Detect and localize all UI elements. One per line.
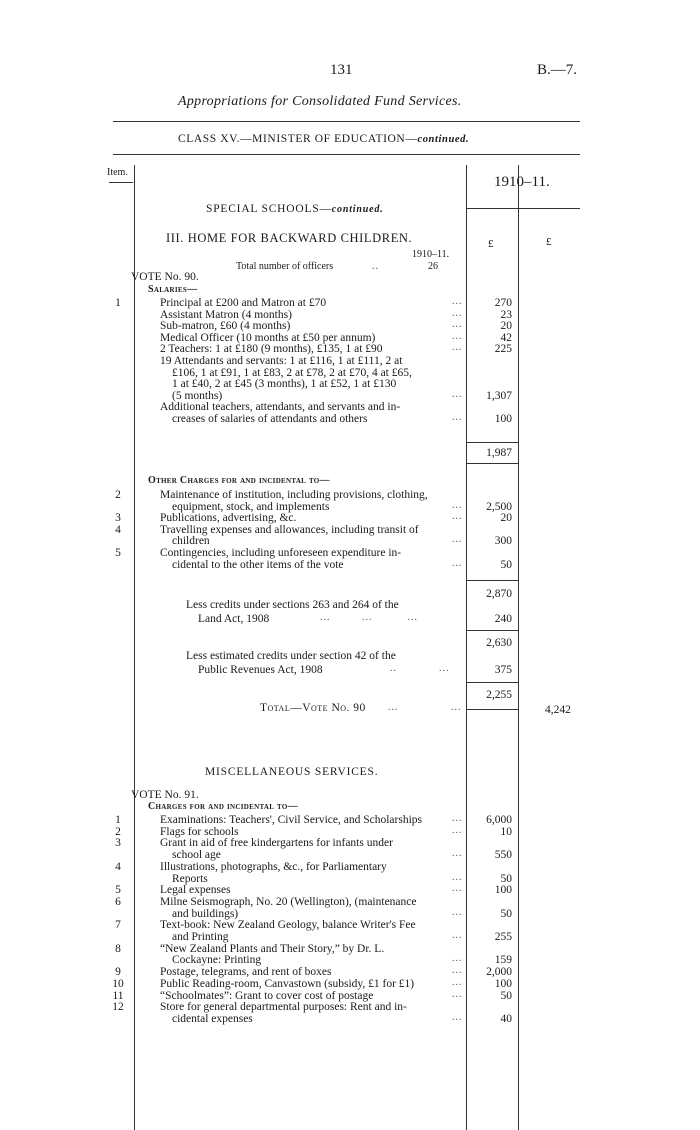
other-charge-line: children (172, 535, 210, 548)
vote-90-total-label: Total—Vote No. 90 (260, 702, 366, 714)
subtotal-1-rule (466, 630, 518, 631)
other-charge-line: cidental to the other items of the vote (172, 558, 344, 571)
dot-leader: ... (452, 557, 463, 569)
subtotal-after-estimated-credits: 2,255 (486, 689, 512, 701)
salary-amount: 23 (500, 308, 512, 321)
salary-line: 1 at £40, 2 at £45 (3 months), 1 at £52, 1 at £130 (172, 378, 397, 391)
misc-amount: 50 (500, 907, 512, 920)
misc-line: Illustrations, photographs, &c., for Parliamentary (160, 860, 387, 873)
misc-item-number: 3 (115, 837, 121, 850)
salary-amount: 1,307 (486, 389, 512, 402)
special-schools-heading (206, 203, 383, 215)
salary-line: Principal at £200 and Matron at £70 (160, 297, 327, 309)
misc-line: Text-book: New Zealand Geology, balance Writer's Fee (160, 919, 416, 932)
misc-line: Grant in aid of free kindergartens for infants under (160, 837, 393, 850)
special-schools-heading-main: SPECIAL SCHOOLS— (206, 203, 332, 215)
salaries-heading: Salaries— (148, 284, 198, 295)
less-credits-land-act (186, 598, 399, 612)
dot-leader: ... (452, 813, 463, 824)
dot-leader: ... (452, 307, 463, 319)
misc-amount: 100 (494, 884, 512, 897)
other-charges-total: 2,870 (486, 588, 512, 600)
misc-line: and Printing (172, 931, 229, 943)
salary-line: Assistant Matron (4 months) (160, 308, 292, 321)
salary-line: Sub-matron, £60 (4 months) (160, 320, 291, 333)
dot-leader: ... (452, 930, 463, 941)
salary-line: 19 Attendants and servants: 1 at £116, 1 at £111, 2 at (160, 355, 403, 367)
dot-leader: ... ... (388, 702, 462, 713)
less-estimated-credits-value: 375 (494, 664, 512, 676)
dot-leader: ... (452, 953, 463, 965)
dot-leader: ... (452, 342, 463, 354)
misc-item-number: 5 (115, 884, 121, 897)
institution-heading: III. HOME FOR BACKWARD CHILDREN. (166, 231, 413, 245)
document-reference: B.—7. (537, 62, 578, 78)
misc-line: and buildings) (172, 907, 239, 920)
salary-amount: 42 (500, 331, 512, 344)
dot-leader: ... (452, 534, 463, 546)
misc-amount: 10 (500, 825, 512, 838)
salary-line: 2 Teachers: 1 at £180 (9 months), £135, 1 at £90 (160, 343, 383, 356)
vote-90-heading: VOTE No. 90. (131, 271, 199, 283)
dot-leader: .. ... (390, 663, 450, 674)
pound-sign-b: £ (546, 236, 552, 248)
misc-item-number: 12 (112, 1001, 124, 1014)
dot-leader: ... (452, 511, 463, 523)
salary-line: Additional teachers, attendants, and servants and in- (160, 401, 401, 414)
dot-leader: ... (452, 499, 463, 511)
salary-amount: 225 (494, 343, 512, 356)
less-credits-land-act-cont (198, 612, 269, 626)
other-charge-line: equipment, stock, and implements (172, 500, 330, 513)
dot-leader: ... (452, 319, 463, 331)
dot-leader: ... (452, 965, 463, 977)
dot-leader: ... ... ... (320, 612, 418, 623)
less-estimated-credits (186, 649, 396, 663)
other-charge-amount: 20 (500, 512, 512, 525)
other-charge-line: Travelling expenses and allowances, including transit of (160, 523, 419, 536)
officers-year: 1910–11. (412, 249, 450, 260)
class-heading-main: CLASS XV.—MINISTER OF EDUCATION— (178, 133, 418, 145)
dot-leader: ... (452, 388, 463, 400)
dot-leader: ... (452, 824, 463, 836)
amount-column-rule (518, 165, 519, 1130)
subtotal-2-rule (466, 682, 518, 683)
salary-line: (5 months) (172, 389, 223, 402)
misc-line: Cockayne: Printing (172, 954, 262, 967)
salaries-subtotal-rule (466, 442, 518, 443)
misc-item-number: 1 (115, 814, 121, 826)
dot-leader: ... (452, 412, 463, 423)
text-column-rule (466, 165, 467, 1130)
misc-line: Reports (172, 872, 208, 885)
misc-line: Store for general departmental purposes: Rent and in- (160, 1001, 407, 1014)
subtotal-after-land-credits: 2,630 (486, 637, 512, 649)
miscellaneous-heading: MISCELLANEOUS SERVICES. (205, 766, 379, 778)
salary-amount: 20 (500, 320, 512, 333)
misc-line: Public Reading-room, Canvastown (subsidy, £1 for £1) (160, 977, 415, 990)
other-charge-item-number: 2 (115, 489, 121, 501)
dot-leader: ... (452, 296, 463, 307)
year-rule (466, 208, 580, 209)
misc-amount: 50 (500, 872, 512, 885)
misc-line: school age (172, 849, 221, 862)
other-charge-amount: 50 (500, 558, 512, 571)
misc-amount: 100 (494, 977, 512, 990)
dot-leader: ... (452, 871, 463, 883)
misc-amount: 550 (494, 849, 512, 862)
misc-item-number: 10 (112, 977, 124, 990)
salaries-total-rule (466, 463, 518, 464)
class-rule (113, 154, 580, 155)
dot-leader: .. (372, 261, 379, 272)
less-estimated-line: Less estimated credits under section 42 of the (186, 650, 396, 662)
page-number: 131 (330, 62, 353, 78)
misc-item-number: 4 (115, 860, 121, 873)
misc-amount: 40 (500, 1012, 512, 1025)
less-credits-line: Land Act, 1908 (198, 613, 270, 625)
other-charge-item-number: 4 (115, 523, 121, 536)
dot-leader: ... (452, 1011, 463, 1023)
misc-amount: 50 (500, 989, 512, 1002)
misc-item-number: 2 (115, 825, 121, 838)
misc-charges-heading: Charges for and incidental to— (148, 801, 298, 812)
year-column-header: 1910–11. (494, 174, 550, 190)
misc-line: Postage, telegrams, and rent of boxes (160, 966, 332, 979)
vote-90-total-rule (466, 709, 518, 710)
less-credits-land-act-value: 240 (494, 613, 512, 625)
misc-line: “Schoolmates”: Grant to cover cost of postage (160, 989, 374, 1002)
misc-line: Legal expenses (160, 884, 231, 897)
other-charge-item-number: 3 (115, 512, 121, 525)
other-charge-amount: 2,500 (486, 500, 512, 513)
dot-leader: ... (452, 988, 463, 1000)
dot-leader: ... (452, 330, 463, 342)
dot-leader: ... (452, 976, 463, 988)
misc-item-number: 11 (112, 989, 124, 1002)
salary-line: Medical Officer (10 months at £50 per annum) (160, 331, 376, 344)
salaries-total: 1,987 (486, 447, 512, 459)
vote-90-total-value: 4,242 (545, 704, 571, 716)
other-charge-amount: 300 (494, 535, 512, 548)
misc-amount: 2,000 (486, 966, 512, 979)
misc-item-number: 6 (115, 895, 121, 908)
page-title: Appropriations for Consolidated Fund Services. (178, 94, 462, 109)
misc-amount: 255 (494, 931, 512, 943)
misc-line: Milne Seismograph, No. 20 (Wellington), (maintenance (160, 895, 417, 908)
misc-item-number: 7 (115, 919, 121, 932)
other-charge-line: Publications, advertising, &c. (160, 512, 297, 525)
title-rule (113, 121, 580, 122)
salary-line: £106, 1 at £91, 1 at £83, 2 at £78, 2 at £70, 4 at £65, (172, 366, 412, 379)
dot-leader: ... (452, 906, 463, 918)
other-total-rule (466, 580, 518, 581)
misc-line: Examinations: Teachers', Civil Service, and Scholarships (160, 814, 422, 826)
dot-leader: ... (452, 883, 463, 895)
misc-amount: 6,000 (486, 814, 512, 826)
item-header-rule (109, 182, 133, 183)
vote-91-heading: VOTE No. 91. (131, 789, 199, 801)
item-column-header: Item. (107, 167, 128, 178)
other-charge-line: Contingencies, including unforeseen expenditure in- (160, 547, 402, 559)
misc-amount: 159 (494, 954, 512, 967)
special-schools-continued: continued. (331, 204, 384, 215)
less-estimated-line: Public Revenues Act, 1908 (198, 664, 323, 676)
dot-leader: ... (452, 848, 463, 860)
item-column-rule (134, 165, 135, 1130)
pound-sign-a: £ (488, 238, 494, 250)
salary-item-number: 1 (115, 297, 121, 309)
misc-line: “New Zealand Plants and Their Story,” by Dr. L. (160, 942, 385, 955)
misc-line: Flags for schools (160, 825, 239, 838)
other-charges-heading: Other Charges for and incidental to— (148, 475, 330, 486)
other-charge-line: Maintenance of institution, including provisions, clothing, (160, 489, 428, 501)
other-charge-item-number: 5 (115, 547, 121, 559)
misc-item-number: 8 (115, 942, 121, 955)
salary-amount: 100 (494, 413, 512, 425)
misc-line: cidental expenses (172, 1012, 253, 1025)
less-credits-line: Less credits under sections 263 and 264 of the (186, 599, 399, 611)
officers-count: 26 (428, 261, 438, 272)
salary-amount: 270 (494, 297, 512, 309)
less-estimated-credits-cont (198, 663, 323, 677)
misc-item-number: 9 (115, 966, 121, 979)
class-heading-continued: continued. (417, 134, 470, 145)
salary-line: creases of salaries of attendants and others (172, 413, 368, 425)
officers-label: Total number of officers (236, 261, 334, 272)
class-heading (178, 133, 469, 145)
